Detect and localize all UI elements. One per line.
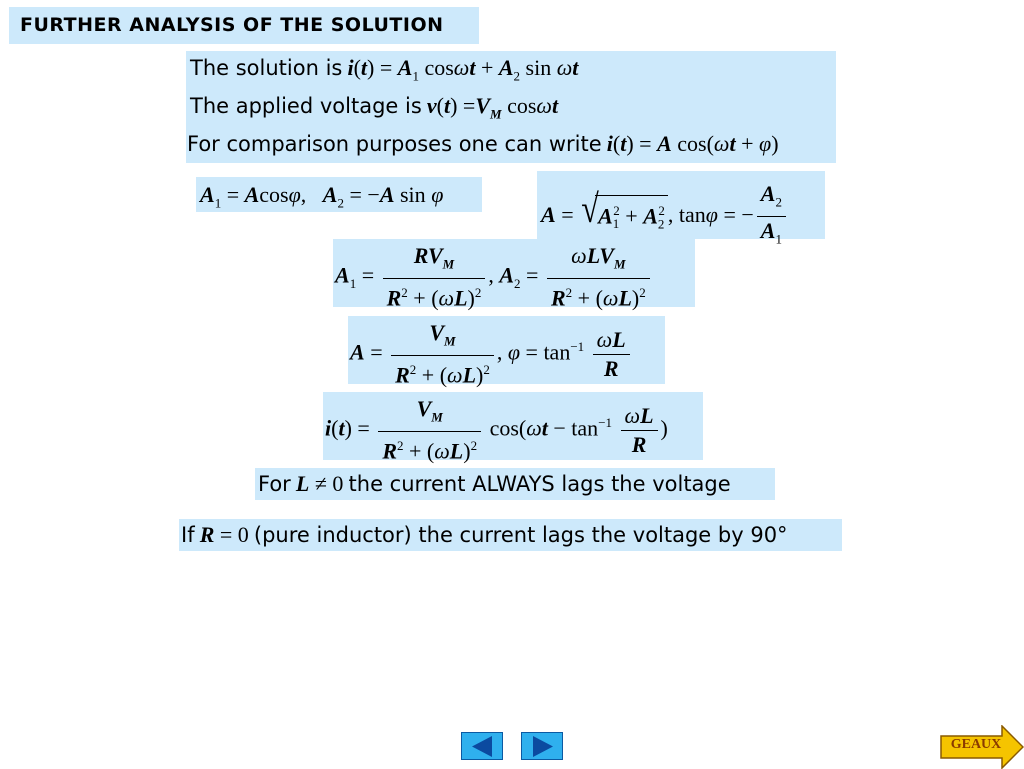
comparison-formula: i(t) = A cos(ωt + φ): [606, 131, 779, 156]
previous-slide-button[interactable]: [461, 732, 503, 760]
page-title: FURTHER ANALYSIS OF THE SOLUTION: [9, 7, 479, 44]
amplitude-phase-formula: A = √ $A_1^2 + A_2^2$ , tanφ = − $\frac{A_2}{A_1}$: [537, 171, 825, 239]
solution-line: [190, 49, 578, 87]
voltage-label: The applied voltage is: [190, 94, 422, 118]
voltage-line: [190, 87, 558, 125]
triangle-left-icon: [462, 733, 504, 761]
square-root: √ $A_1^2 + A_2^2$: [579, 195, 668, 240]
inductor-note: If R = 0 (pure inductor) the current lags the voltage by 90°: [179, 519, 842, 551]
comparison-line: [187, 125, 779, 163]
inductor-note-suffix: (pure inductor) the current lags the voltage by 90°: [253, 523, 788, 547]
triangle-right-icon: [522, 733, 564, 761]
lag-note-suffix: the current ALWAYS lags the voltage: [348, 472, 731, 496]
a1-a2-relation-formula: $A_1 = Acos\varphi$, $A_2 = -A$ sin φ: [196, 177, 482, 212]
solution-formula: $i(t) = A_1$ $\cos\omega t + A_2$ sin ωt: [347, 55, 579, 84]
voltage-formula: $v(t) =V_M$ cosωt: [426, 93, 559, 122]
current-formula: i(t) = $\frac{V_M}{R^2 + (\omega L)^2}$ $\cos(\omega t - \tan^{-1}$ $\frac{\omega L}{R}$ ): [323, 392, 703, 460]
lag-note: For L ≠ 0 the current ALWAYS lags the voltage: [255, 468, 775, 500]
inductor-note-prefix: If: [181, 523, 195, 547]
lag-note-prefix: For: [258, 472, 291, 496]
comparison-label: For comparison purposes one can write: [187, 132, 602, 156]
next-slide-button[interactable]: [521, 732, 563, 760]
intro-block: [186, 51, 836, 163]
a1-a2-values-formula: $A_1$ = $\frac{RV_M}{R^2 + (\omega L)^2}$ , $A_2$ = $\frac{\omega LV_M}{R^2 + (\omega L)^2}$: [333, 239, 695, 307]
geaux-button[interactable]: [940, 725, 1024, 769]
geaux-label: GEAUX: [950, 737, 1002, 752]
amplitude-phi-formula: A = $\frac{V_M}{R^2 + (\omega L)^2}$ , $\varphi = \tan^{-1}$ $\frac{\omega L}{R}$: [348, 316, 665, 384]
solution-label: The solution is: [190, 56, 343, 80]
